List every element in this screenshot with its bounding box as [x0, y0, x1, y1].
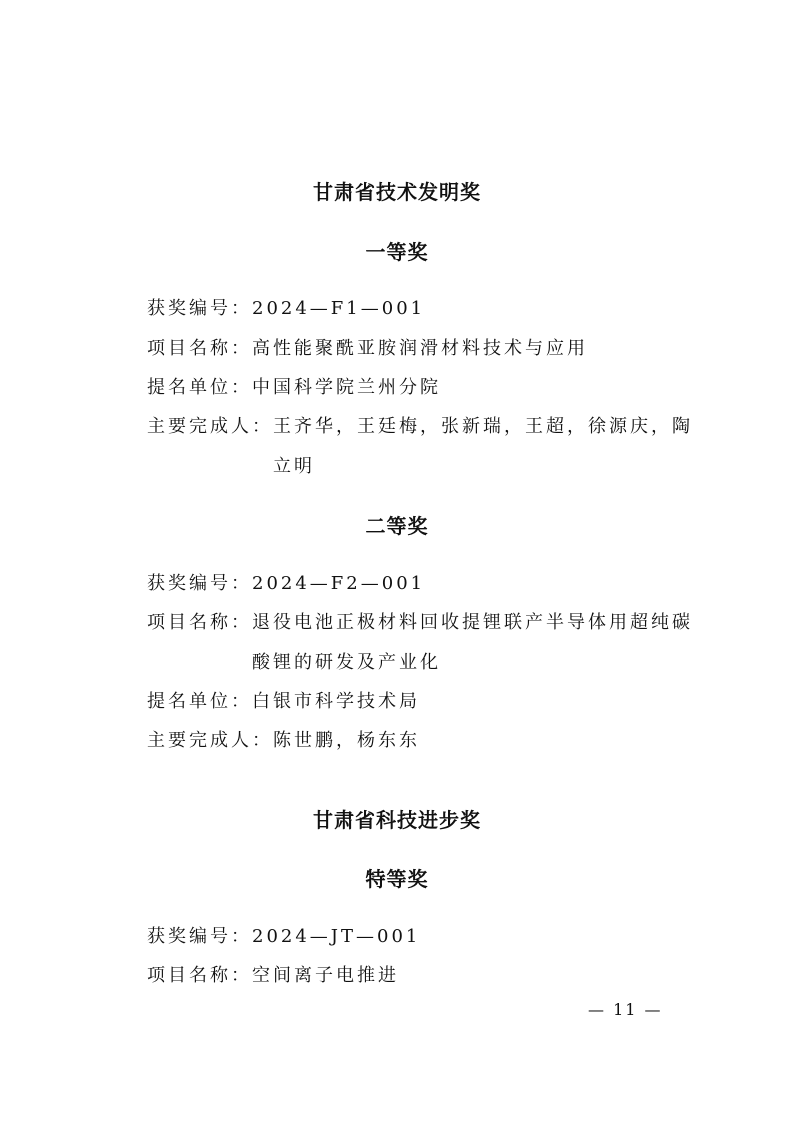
project-name-continued: 酸锂的研发及产业化 [252, 652, 441, 673]
award-number: 获奖编号：2024—JT—001 [147, 926, 421, 947]
main-completers: 主要完成人：王齐华，王廷梅，张新瑞，王超，徐源庆，陶 [147, 416, 693, 437]
main-completers: 主要完成人：陈世鹏，杨东东 [147, 730, 420, 751]
project-name: 项目名称：空间离子电推进 [147, 965, 399, 986]
project-name: 项目名称：退役电池正极材料回收提锂联产半导体用超纯碳 [147, 612, 693, 633]
nominating-unit: 提名单位：中国科学院兰州分院 [147, 377, 441, 398]
nominating-unit: 提名单位：白银市科学技术局 [147, 691, 420, 712]
grade-heading-second: 二等奖 [365, 514, 429, 538]
page-number: — 11 — [588, 1000, 663, 1019]
section-title-invention: 甘肃省技术发明奖 [313, 180, 481, 204]
section-title-progress: 甘肃省科技进步奖 [313, 808, 481, 832]
project-name: 项目名称：高性能聚酰亚胺润滑材料技术与应用 [147, 338, 588, 359]
grade-heading-first: 一等奖 [365, 240, 429, 264]
award-number: 获奖编号：2024—F2—001 [147, 573, 426, 594]
award-number: 获奖编号：2024—F1—001 [147, 298, 426, 319]
grade-heading-special: 特等奖 [365, 867, 429, 891]
main-completers-continued: 立明 [273, 456, 315, 477]
